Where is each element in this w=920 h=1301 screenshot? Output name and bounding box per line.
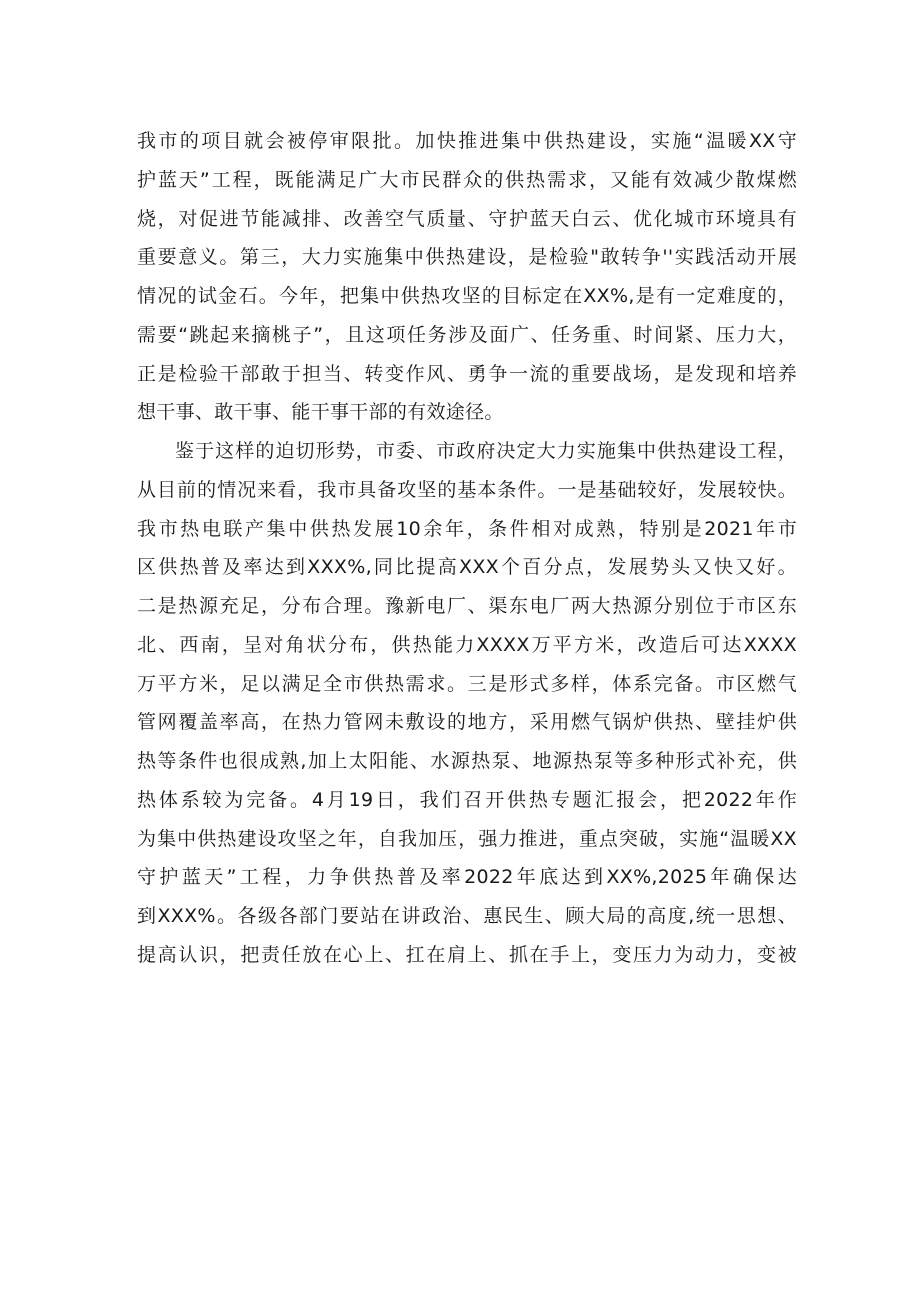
paragraph-2-line-14: 提高认识，把责任放在心上、扛在肩上、抓在手上，变压力为动力，变被 <box>137 944 797 966</box>
paragraph-1-line-1: 我市的项目就会被停审限批。加快推进集中供热建设，实施“温暖XX守 <box>137 130 797 152</box>
paragraph-2-line-10: 热体系较为完备。4月19日，我们召开供热专题汇报会，把2022年作 <box>137 789 797 811</box>
paragraph-2-line-4: 区供热普及率达到XXX%,同比提高XXX个百分点，发展势头又快又好。 <box>137 556 797 578</box>
paragraph-1-line-7: 正是检验干部敢于担当、转变作风、勇争一流的重要战场，是发现和培养 <box>137 363 797 385</box>
paragraph-2-line-5: 二是热源充足，分布合理。豫新电厂、渠东电厂两大热源分别位于市区东 <box>137 595 797 617</box>
paragraph-1-line-2: 护蓝天”工程，既能满足广大市民群众的供热需求，又能有效减少散煤燃 <box>137 169 797 191</box>
paragraph-2-line-2: 从目前的情况来看，我市具备攻坚的基本条件。一是基础较好，发展较快。 <box>137 479 797 501</box>
paragraph-1-line-5: 情况的试金石。今年，把集中供热攻坚的目标定在XX%,是有一定难度的， <box>137 285 797 307</box>
paragraph-2-line-12: 守护蓝天”工程，力争供热普及率2022年底达到XX%,2025年确保达 <box>137 866 797 888</box>
paragraph-2-line-1: 鉴于这样的迫切形势，市委、市政府决定大力实施集中供热建设工程， <box>175 440 797 462</box>
paragraph-1-line-6: 需要“跳起来摘桃子”，且这项任务涉及面广、任务重、时间紧、压力大， <box>137 324 797 346</box>
paragraph-1-line-4: 重要意义。第三，大力实施集中供热建设，是检验"敢转争''实践活动开展 <box>137 246 797 268</box>
paragraph-2-line-6: 北、西南，呈对角状分布，供热能力XXXX万平方米，改造后可达XXXX <box>137 634 797 656</box>
paragraph-1-line-3: 烧，对促进节能减排、改善空气质量、守护蓝天白云、优化城市环境具有 <box>137 208 797 230</box>
paragraph-2-line-8: 管网覆盖率高，在热力管网未敷设的地方，采用燃气锅炉供热、壁挂炉供 <box>137 711 797 733</box>
paragraph-2-line-9: 热等条件也很成熟,加上太阳能、水源热泵、地源热泵等多种形式补充，供 <box>137 750 797 772</box>
paragraph-2-line-7: 万平方米，足以满足全市供热需求。三是形式多样，体系完备。市区燃气 <box>137 673 797 695</box>
paragraph-2-line-11: 为集中供热建设攻坚之年，自我加压，强力推进，重点突破，实施“温暖XX <box>137 828 797 850</box>
paragraph-2-line-3: 我市热电联产集中供热发展10余年，条件相对成熟，特别是2021年市 <box>137 518 797 540</box>
paragraph-2-line-13: 到XXX%。各级各部门要站在讲政治、惠民生、顾大局的高度,统一思想、 <box>137 905 797 927</box>
paragraph-1-line-8: 想干事、敢干事、能干事干部的有效途径。 <box>137 401 504 423</box>
